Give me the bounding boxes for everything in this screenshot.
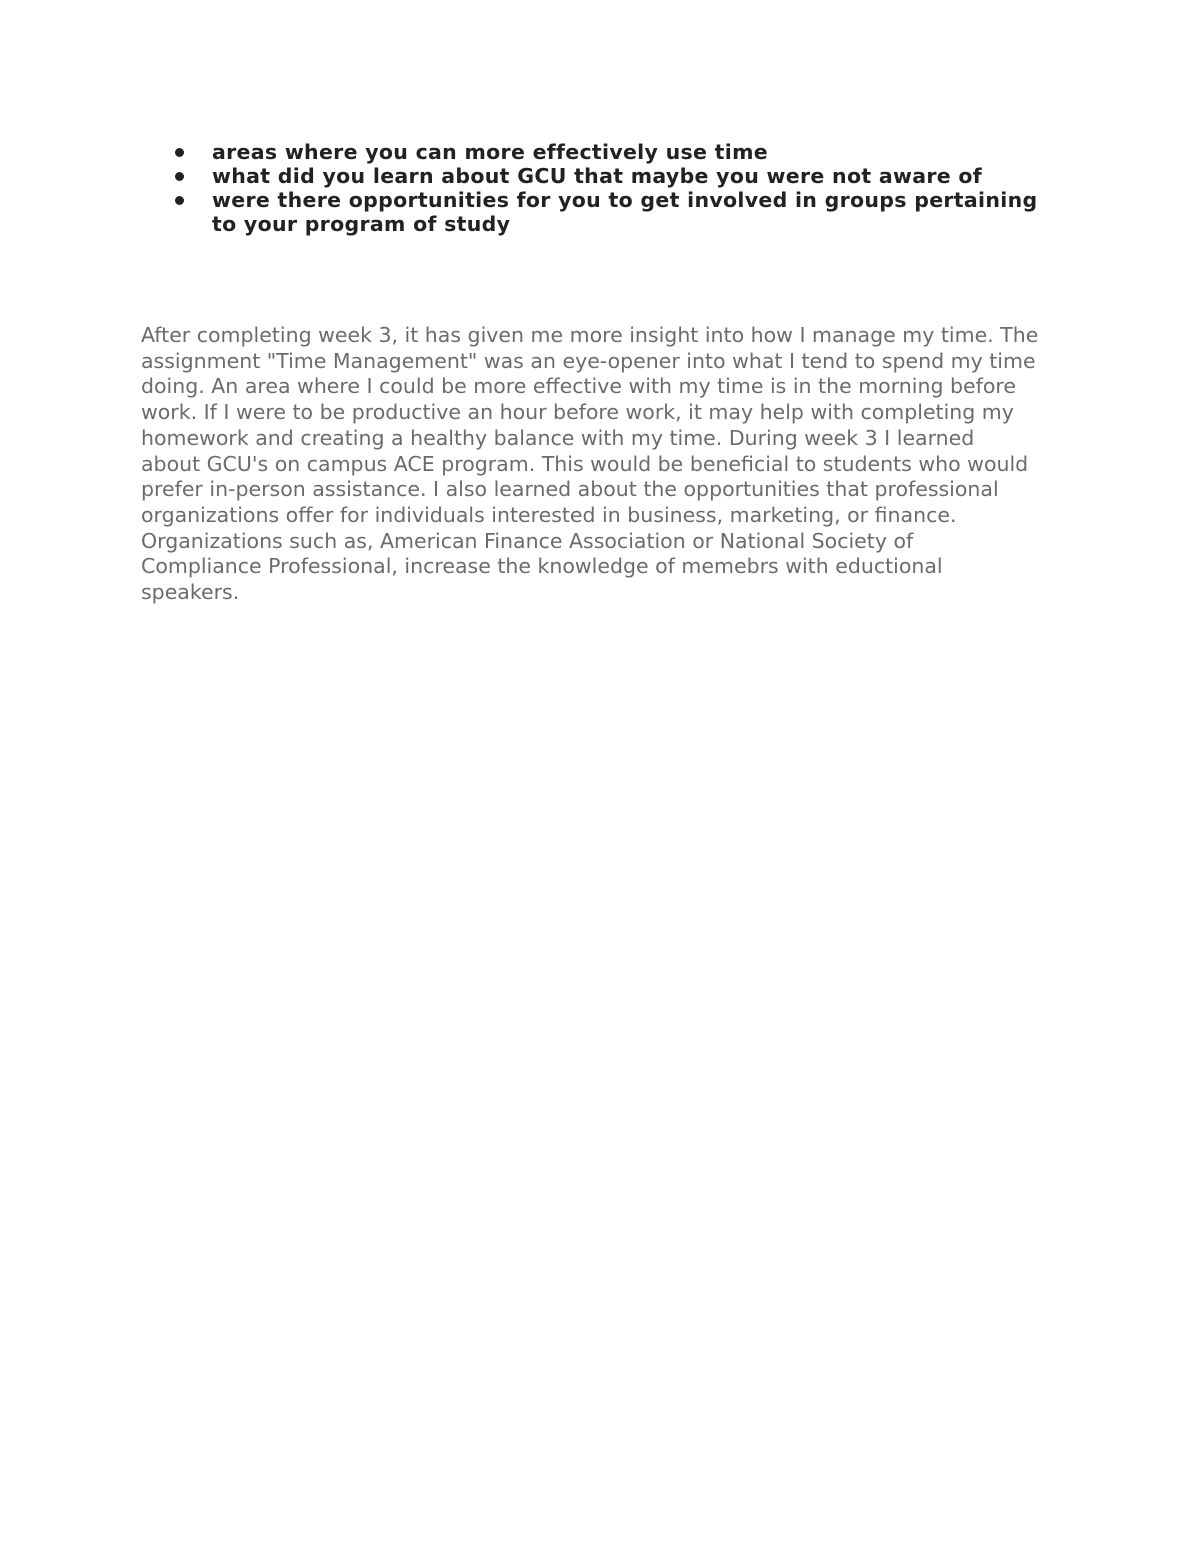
prompt-item-gcu-learning [142, 164, 1042, 188]
response-line: homework and creating a healthy balance with my time. During week 3 I learned [141, 425, 975, 450]
response-line: work. If I were to be productive an hour before work, it may help with completing my [141, 400, 1014, 425]
response-line: assignment "Time Management" was an eye-opener into what I tend to spend my time [141, 348, 1036, 373]
prompt-text-line-2: to your program of study [212, 212, 511, 236]
prompt-text: what did you learn about GCU that maybe you were not aware of [212, 164, 983, 188]
response-line: prefer in-person assistance. I also learned about the opportunities that professional [141, 477, 999, 502]
bullet-icon [175, 148, 184, 157]
response-line: After completing week 3, it has given me more insight into how I manage my time. The [141, 323, 1039, 347]
prompt-bullet-list [142, 140, 1042, 236]
bullet-icon [175, 196, 184, 205]
response-line: about GCU's on campus ACE program. This would be beneficial to students who would [141, 451, 1029, 476]
response-line: doing. An area where I could be more effective with my time is in the morning before [141, 374, 1016, 399]
response-paragraph [141, 323, 1071, 606]
prompt-text-line-1: were there opportunities for you to get involved in groups pertaining [212, 188, 1038, 212]
prompt-item-time-use [142, 140, 1042, 164]
prompt-item-group-opportunities [142, 188, 1042, 236]
response-line: speakers. [141, 580, 240, 605]
prompt-text: areas where you can more effectively use time [212, 140, 768, 164]
response-line: organizations offer for individuals interested in business, marketing, or finance. [141, 502, 957, 527]
response-line: Organizations such as, American Finance Association or National Society of [141, 528, 914, 553]
bullet-icon [175, 172, 184, 181]
response-line: Compliance Professional, increase the knowledge of memebrs with eductional [141, 554, 943, 579]
